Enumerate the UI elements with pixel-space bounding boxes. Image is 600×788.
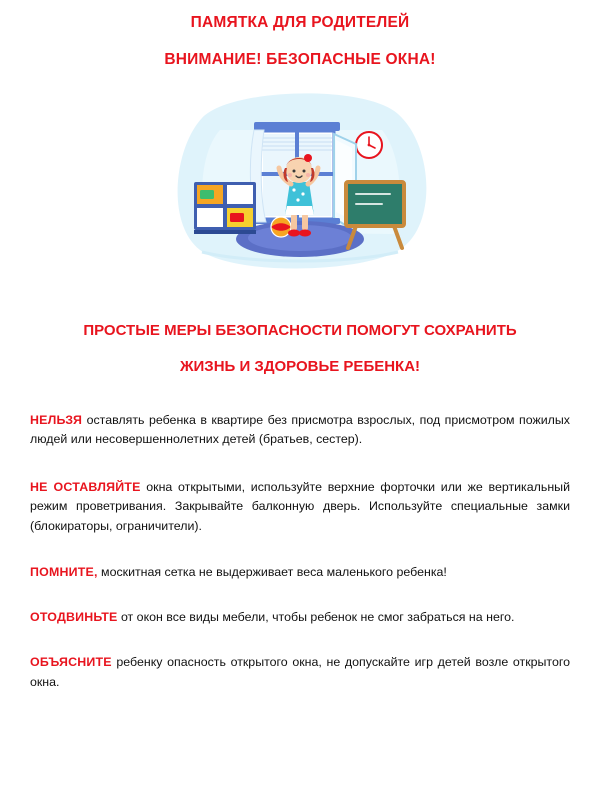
advice-text-2: окна открытыми, используйте верхние форточки или же вертикальный режим проветривания. Закрывайте балконную дверь. Используйте специальные замки (блокираторы, ограничители). [30, 480, 570, 533]
page-title [0, 0, 600, 70]
ball-icon [271, 217, 291, 237]
advice-paragraph-5 [30, 653, 570, 691]
advice-paragraph-3 [30, 563, 570, 582]
advice-paragraph-4 [30, 608, 570, 627]
illustration [150, 82, 450, 287]
title-line-2: ВНИМАНИЕ! БЕЗОПАСНЫЕ ОКНА! [164, 51, 436, 69]
advice-lead-5: ОБЪЯСНИТЕ [30, 655, 112, 670]
advice-lead-1: НЕЛЬЗЯ [30, 412, 83, 427]
title-line-1: ПАМЯТКА ДЛЯ РОДИТЕЛЕЙ [190, 14, 410, 31]
body-content [30, 411, 570, 692]
mid-heading-line-1: ПРОСТЫЕ МЕРЫ БЕЗОПАСНОСТИ ПОМОГУТ СОХРАНИТЬ [83, 321, 517, 339]
advice-lead-2: НЕ ОСТАВЛЯЙТЕ [30, 480, 141, 495]
advice-paragraph-2 [30, 478, 570, 536]
advice-paragraph-1 [30, 411, 570, 449]
room-scene-svg [150, 82, 450, 287]
advice-text-5: ребенку опасность открытого окна, не допускайте игр детей возле открытого окна. [30, 655, 570, 689]
advice-text-1: оставлять ребенка в квартире без присмотра взрослых, под присмотром пожилых людей или несовершеннолетних детей (братьев, сестер). [30, 412, 570, 446]
clock-icon [356, 132, 382, 158]
advice-lead-3: ПОМНИТЕ, [30, 564, 98, 579]
mid-heading [0, 321, 600, 377]
advice-text-3: москитная сетка не выдерживает веса маленького ребенка! [97, 564, 447, 579]
advice-text-4: от окон все виды мебели, чтобы ребенок не смог забраться на него. [117, 610, 515, 625]
advice-lead-4: ОТОДВИНЬТЕ [30, 610, 118, 625]
mid-heading-line-2: ЖИЗНЬ И ЗДОРОВЬЕ РЕБЕНКА! [179, 358, 421, 376]
shelf-icon [194, 182, 256, 234]
